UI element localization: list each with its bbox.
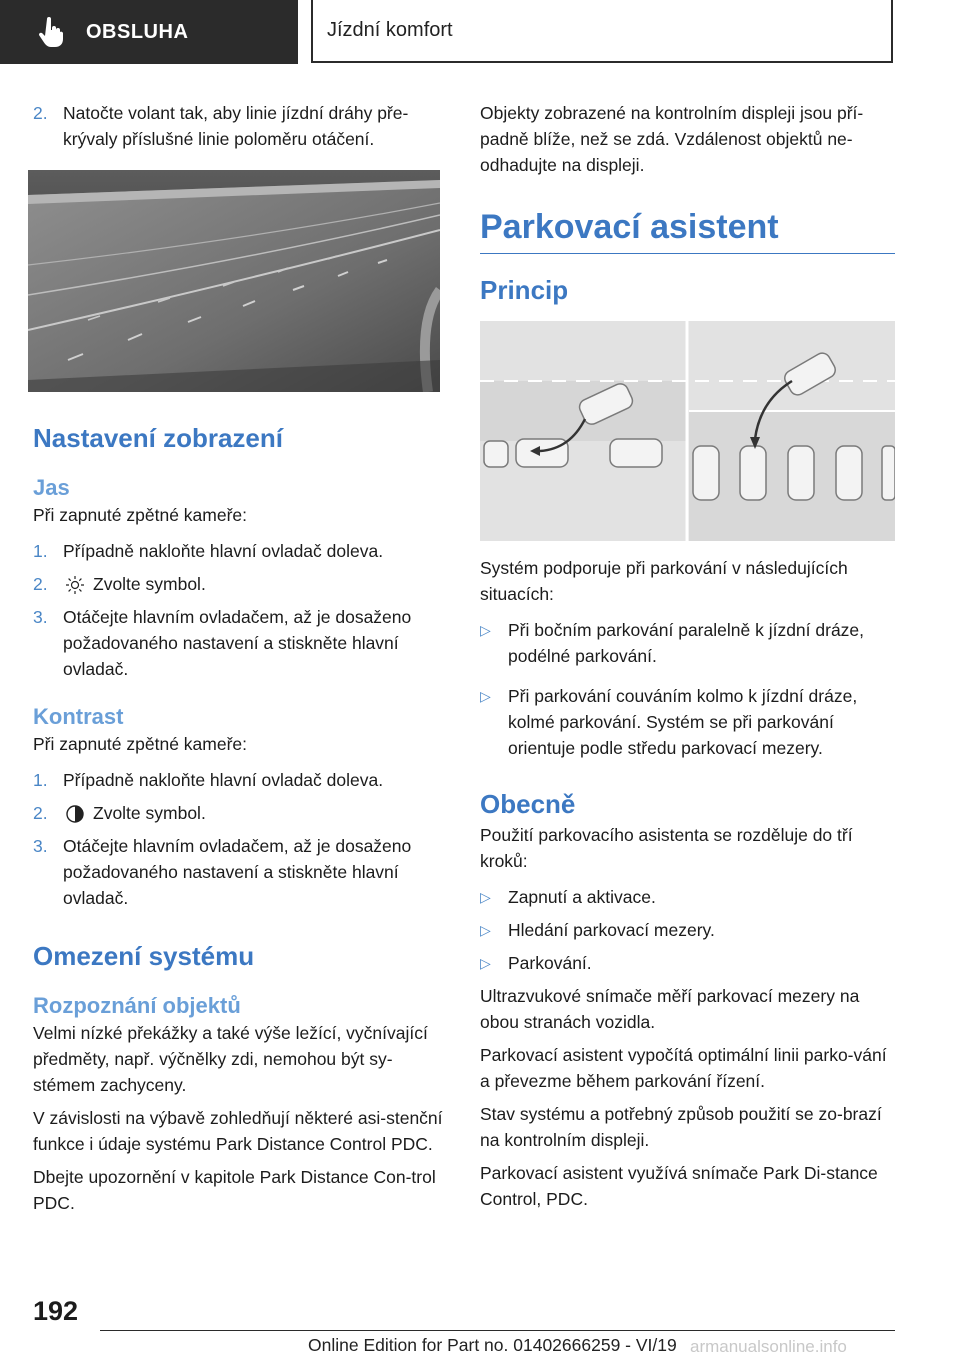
general-paragraph: Ultrazvukové snímače měří parkovací mezery na obou stranách vozidla. bbox=[480, 986, 860, 1032]
heading-contrast: Kontrast bbox=[33, 704, 124, 729]
step-text: Zvolte symbol. bbox=[93, 574, 206, 594]
heading-object-detection: Rozpoznání objektů bbox=[33, 993, 241, 1018]
bullet-text: Hledání parkovací mezery. bbox=[508, 920, 715, 940]
edition-text: Online Edition for Part no. 01402666259 - VI/19 bbox=[308, 1335, 677, 1355]
step-text: Případně nakloňte hlavní ovladač doleva. bbox=[63, 770, 384, 790]
general-paragraph: Parkovací asistent vypočítá optimální linii parko-vání a převezme během parkování řízení. bbox=[480, 1045, 887, 1091]
footer-rule bbox=[100, 1330, 895, 1331]
brightness-step bbox=[33, 571, 445, 597]
step-number: 2. bbox=[33, 803, 48, 823]
pointing-hand-icon bbox=[38, 17, 64, 47]
general-paragraph: Stav systému a potřebný způsob použití se zo-brazí na kontrolním displeji. bbox=[480, 1104, 882, 1150]
watermark-text: armanualsonline.info bbox=[690, 1337, 847, 1356]
contrast-circle-icon bbox=[63, 804, 87, 824]
step-text: Otáčejte hlavním ovladačem, až je dosaženo požadovaného nastavení a stiskněte hlavní ovladač. bbox=[63, 836, 412, 908]
parking-principle-figure bbox=[480, 321, 895, 541]
section-label: OBSLUHA bbox=[86, 20, 189, 43]
objects-paragraph: Velmi nízké překážky a také výše ležící, vyčnívající předměty, např. výčnělky zdi, nemohou být sy-stémem zachyceny. bbox=[33, 1023, 428, 1095]
contrast-intro: Při zapnuté zpětné kameře: bbox=[33, 734, 248, 754]
page-number: 192 bbox=[33, 1296, 79, 1326]
left-column bbox=[33, 100, 445, 1223]
heading-general: Obecně bbox=[480, 789, 576, 819]
contrast-step bbox=[33, 767, 445, 793]
bullet-text: Parkování. bbox=[508, 953, 592, 973]
display-warning-paragraph: Objekty zobrazené na kontrolním displeji jsou pří-padně blíže, než se zdá. Vzdálenost objektů ne-odhadujte na displeji. bbox=[480, 103, 864, 175]
contrast-step bbox=[33, 800, 445, 826]
step-number: 1. bbox=[33, 541, 48, 561]
bullet-text: Při bočním parkování paralelně k jízdní dráze, podélné parkování. bbox=[508, 620, 865, 666]
chapter-tab bbox=[311, 0, 893, 63]
step-number: 1. bbox=[33, 770, 48, 790]
chapter-label: Jízdní komfort bbox=[327, 19, 453, 41]
principle-bullet bbox=[480, 683, 895, 761]
step-number: 2. bbox=[33, 574, 48, 594]
brightness-step bbox=[33, 538, 445, 564]
step-text: Zvolte symbol. bbox=[93, 803, 206, 823]
right-column bbox=[480, 100, 895, 1219]
step-text: Případně nakloňte hlavní ovladač doleva. bbox=[63, 541, 384, 561]
triangle-bullet-icon: ▷ bbox=[480, 922, 491, 938]
objects-paragraph: Dbejte upozornění v kapitole Park Distance Con-trol PDC. bbox=[33, 1167, 436, 1213]
step-text: Natočte volant tak, aby linie jízdní dráhy pře-krývaly příslušné linie poloměru otáčení. bbox=[63, 103, 409, 149]
principle-intro: Systém podporuje při parkování v následujících situacích: bbox=[480, 558, 848, 604]
step-number: 2. bbox=[33, 103, 48, 123]
bullet-text: Zapnutí a aktivace. bbox=[508, 887, 656, 907]
triangle-bullet-icon: ▷ bbox=[480, 688, 491, 704]
general-bullet bbox=[480, 884, 895, 910]
heading-brightness: Jas bbox=[33, 475, 70, 500]
heading-parking-assistant: Parkovací asistent bbox=[480, 208, 779, 246]
heading-principle: Princip bbox=[480, 275, 569, 305]
general-paragraph: Parkovací asistent využívá snímače Park Di-stance Control, PDC. bbox=[480, 1163, 878, 1209]
camera-view-figure bbox=[28, 170, 440, 392]
heading-display-settings: Nastavení zobrazení bbox=[33, 423, 283, 453]
brightness-step bbox=[33, 604, 445, 682]
general-intro: Použití parkovacího asistenta se rozděluje do tří kroků: bbox=[480, 825, 853, 871]
triangle-bullet-icon: ▷ bbox=[480, 622, 491, 638]
intro-step bbox=[33, 100, 445, 152]
general-bullet bbox=[480, 917, 895, 943]
triangle-bullet-icon: ▷ bbox=[480, 955, 491, 971]
step-number: 3. bbox=[33, 836, 48, 856]
triangle-bullet-icon: ▷ bbox=[480, 889, 491, 905]
section-tab bbox=[0, 0, 298, 64]
brightness-sun-icon bbox=[63, 575, 87, 595]
step-text: Otáčejte hlavním ovladačem, až je dosaženo požadovaného nastavení a stiskněte hlavní ovladač. bbox=[63, 607, 412, 679]
heading-parking-assistant-rule bbox=[480, 207, 895, 254]
step-number: 3. bbox=[33, 607, 48, 627]
general-bullet bbox=[480, 950, 895, 976]
contrast-step bbox=[33, 833, 445, 911]
principle-bullet bbox=[480, 617, 895, 669]
bullet-text: Při parkování couváním kolmo k jízdní dráze, kolmé parkování. Systém se při parkování orientuje podle středu parkovací mezery. bbox=[508, 686, 858, 758]
objects-paragraph: V závislosti na výbavě zohledňují některé asi-stenční funkce i údaje systému Park Distance Control PDC. bbox=[33, 1108, 443, 1154]
heading-system-limits: Omezení systému bbox=[33, 941, 255, 971]
brightness-intro: Při zapnuté zpětné kameře: bbox=[33, 505, 248, 525]
